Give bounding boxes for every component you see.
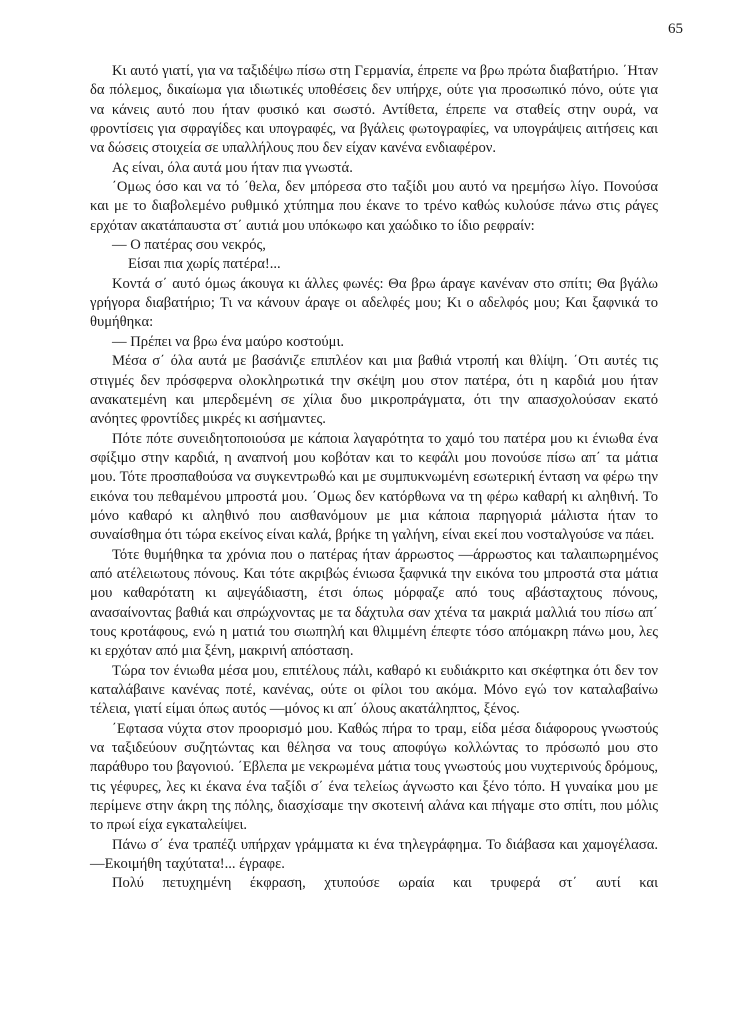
paragraph: ΄Ομως όσο και να τό ΄θελα, δεν μπόρεσα στο ταξίδι μου αυτό να ηρεμήσω λίγο. Πονούσα και με το διαβολεμένο ρυθμικό χτύπημα που έκανε το τρένο καθώς κυλούσε πάνω στις ράγες ερχόταν ακατάπαυστα στ΄ αυτιά μου υπόκωφο και χαώδικο το ίδιο ρεφραίν: bbox=[90, 179, 658, 234]
paragraph: ΄Εφτασα νύχτα στον προορισμό μου. Καθώς πήρα το τραμ, είδα μέσα διάφορους γνωστούς να ταξιδεύουν συζητώντας και θέλησα να τους αποφύγω κολλώντας το πρόσωπό μου στο παράθυρο του βαγονιού. ΄Εβλεπα με νεκρωμένα μάτια τους γνωστούς μου νυχτερινούς δρόμους, τις γέφυρες, λες κι έκανα ένα ταξίδι σ΄ ένα τελείως άγνωστο και ξένο τόπο. Η γυναίκα μου με περίμενε στην άκρη της πόλης, διασχίσαμε την σκοτεινή αλάνα και πήγαμε στο σπίτι, που μόλις το πρωί είχα εγκαταλείψει. bbox=[90, 720, 658, 834]
paragraph: Πολύ πετυχημένη έκφραση, χτυπούσε ωραία και τρυφερά στ΄ αυτί και bbox=[112, 875, 658, 892]
paragraph: Πότε πότε συνειδητοποιούσα με κάποια λαγαρότητα το χαμό του πατέρα μου κι ένιωθα ένα σφίξιμο στην καρδιά, η αναπνοή μου κοβόταν και το κεφάλι μου πονούσε πίσω απ΄ τα μάτια μου. Τότε προσπαθούσα να συγκεντρωθώ και με συμπυκνωμένη εσωτερική ένταση να φέρω την εικόνα του πεθαμένου μπροστά μου. ΄Ομως δεν κατόρθωνα να τη φέρω καθαρή κι αληθινή. Το μόνο καθαρό κι αληθινό που αισθανόμουν με μια κάποια παρηγοριά μάλιστα ήταν το συναίσθημα ότι τώρα εκείνος είναι καλά, βρήκε τη γαλήνη, είναι εκεί που νοσταλγούσε να πάει. bbox=[90, 430, 658, 544]
paragraph: Ας είναι, όλα αυτά μου ήταν πια γνωστά. bbox=[112, 159, 353, 176]
paragraph: Μέσα σ΄ όλα αυτά με βασάνιζε επιπλέον και μια βαθιά ντροπή και θλίψη. ΄Οτι αυτές τις στιγμές δεν πρόσφερνα ολοκληρωτικά την σκέψη μου στον πατέρα, ότι η καρδιά μου ήταν ανακατεμένη και μπερδεμένη σε χίλια δυο μικροπράγματα, ότι την απασχολούσαν εκατό ανόητες φροντίδες μικρές κι ασήμαντες. bbox=[90, 353, 658, 428]
paragraph: Πάνω σ΄ ένα τραπέζι υπήρχαν γράμματα κι ένα τηλεγράφημα. Το διάβασα και χαμογέλασα. —Εκοιμήθη ταχύτατα!... έγραφε. bbox=[90, 836, 658, 873]
dialogue-line: — Ο πατέρας σου νεκρός, bbox=[112, 237, 266, 254]
paragraph: Κι αυτό γιατί, για να ταξιδέψω πίσω στη Γερμανία, έπρεπε να βρω πρώτα διαβατήριο. ΄Ηταν δα πόλεμος, δικαίωμα για ιδιωτικές υποθέσεις δεν υπήρχε, ούτε για προσωπικό πόνο, ούτε για να κάνεις αυτό που ήταν φυσικό και σωστό. Αντίθετα, έπρεπε να σταθείς στην ουρά, να φροντίσεις για σφραγίδες και υπογραφές, να βγάλεις φωτογραφίες, να υπογράψεις αιτήσεις και να δώσεις στοιχεία σε υπαλλήλους που δεν είχαν κανένα ενδιαφέρον. bbox=[90, 63, 658, 157]
page-number: 65 bbox=[668, 21, 683, 37]
body-text bbox=[90, 62, 658, 894]
paragraph: Κοντά σ΄ αυτό όμως άκουγα κι άλλες φωνές: Θα βρω άραγε κανέναν στο σπίτι; Θα βγάλω γρήγορα διαβατήριο; Τι να κάνουν άραγε οι αδελφές μου; Κι ο αδελφός μου; Και ξαφνικά το θυμήθηκα: bbox=[90, 275, 658, 331]
dialogue-line: Είσαι πια χωρίς πατέρα!... bbox=[128, 256, 281, 273]
dialogue-line: — Πρέπει να βρω ένα μαύρο κοστούμι. bbox=[112, 333, 345, 350]
paragraph: Τώρα τον ένιωθα μέσα μου, επιτέλους πάλι, καθαρό κι ευδιάκριτο και σκέφτηκα ότι δεν τον καταλάβαινε κανένας ποτέ, κανένας, ούτε οι φίλοι του ακόμα. Μόνο εγώ τον καταλαβαίνω τέλεια, γιατί είμαι όπως αυτός —μόνος κι απ΄ όλους ακατάληπτος, ξένος. bbox=[90, 662, 658, 718]
paragraph: Τότε θυμήθηκα τα χρόνια που ο πατέρας ήταν άρρωστος —άρρωστος και ταλαιπωρημένος από ατέλειωτους πόνους. Και τότε ακριβώς ένιωσα ξαφνικά την εικόνα του μπροστά στα μάτια μου καθαρότατη κι αψεγάδιαστη, έτσι όπως μόρφαζε από τους αβάσταχτους πόνους, ανασαίνοντας βαθιά και σπρώχνοντας με τα δάχτυλα σαν χτένα τα μακριά μαλλιά του πίσω απ΄ τους κροτάφους, ενώ η ματιά του σιωπηλή και θλιμμένη έπεφτε τόσο απόμακρη πάνω μου, λες κι ερχόταν από μια ξένη, μακρινή απόσταση. bbox=[90, 546, 658, 660]
